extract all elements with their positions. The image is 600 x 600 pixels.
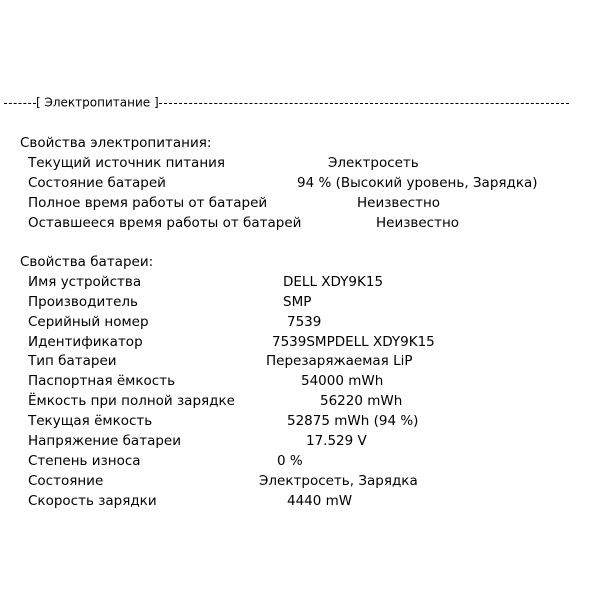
battery-row-designed-capacity xyxy=(0,371,600,391)
battery-row-value: 7539SMPDELL XDY9K15 xyxy=(272,334,435,350)
battery-row-manufacturer xyxy=(0,292,600,312)
battery-row-value: DELL XDY9K15 xyxy=(283,274,384,290)
battery-row-label: Степень износа xyxy=(28,453,141,469)
battery-row-value: 54000 mWh xyxy=(301,373,384,389)
battery-row-label: Напряжение батареи xyxy=(28,433,181,449)
battery-row-label: Состояние xyxy=(28,473,104,489)
header-bracket-open: [ xyxy=(36,95,45,110)
header-title: Электропитание xyxy=(44,95,151,110)
battery-row-state xyxy=(0,471,600,491)
power-row-remaining-runtime xyxy=(0,213,600,233)
battery-row-label: Паспортная ёмкость xyxy=(28,373,176,389)
header-dash-right xyxy=(159,103,569,104)
battery-row-value: 4440 mW xyxy=(287,493,353,509)
battery-row-type xyxy=(0,351,600,371)
battery-row-voltage xyxy=(0,431,600,451)
power-row-label: Оставшееся время работы от батарей xyxy=(28,215,302,231)
battery-row-label: Ёмкость при полной зарядке xyxy=(28,393,235,409)
battery-row-value: 56220 mWh xyxy=(320,393,403,409)
battery-row-value: 52875 mWh (94 %) xyxy=(287,413,419,429)
power-row-value: Неизвестно xyxy=(357,195,441,211)
battery-row-label: Скорость зарядки xyxy=(28,493,157,509)
power-row-label: Состояние батарей xyxy=(28,175,166,191)
power-row-full-runtime xyxy=(0,193,600,213)
battery-row-full-charge-capacity xyxy=(0,391,600,411)
battery-row-label: Текущая ёмкость xyxy=(28,413,153,429)
power-row-source xyxy=(0,153,600,173)
battery-row-serial xyxy=(0,312,600,332)
power-section-title: Свойства электропитания: xyxy=(20,135,212,151)
power-row-battery-state xyxy=(0,173,600,193)
header-dash-left xyxy=(4,103,36,104)
battery-row-label: Серийный номер xyxy=(28,314,149,330)
battery-section-title: Свойства батареи: xyxy=(20,254,154,270)
battery-row-value: 7539 xyxy=(287,314,322,330)
battery-row-value: 17.529 V xyxy=(306,433,367,449)
battery-row-wear-level xyxy=(0,451,600,471)
section-header-power xyxy=(4,94,596,111)
power-row-value: Неизвестно xyxy=(376,215,460,231)
power-row-value: Электросеть xyxy=(328,155,419,171)
power-row-label: Текущий источник питания xyxy=(28,155,226,171)
battery-row-value: Перезаряжаемая LiP xyxy=(266,353,413,369)
battery-row-label: Имя устройства xyxy=(28,274,142,290)
battery-row-device-name xyxy=(0,272,600,292)
battery-row-label: Тип батареи xyxy=(28,353,117,369)
power-row-value: 94 % (Высокий уровень, Зарядка) xyxy=(297,175,538,191)
battery-row-charge-rate xyxy=(0,491,600,511)
header-bracket-close: ] xyxy=(150,95,159,110)
battery-row-current-capacity xyxy=(0,411,600,431)
battery-row-value: Электросеть, Зарядка xyxy=(259,473,418,489)
battery-row-identifier xyxy=(0,332,600,352)
battery-row-value: SMP xyxy=(283,294,312,310)
battery-row-value: 0 % xyxy=(277,453,303,469)
power-row-label: Полное время работы от батарей xyxy=(28,195,268,211)
battery-row-label: Идентификатор xyxy=(28,334,143,350)
battery-row-label: Производитель xyxy=(28,294,139,310)
